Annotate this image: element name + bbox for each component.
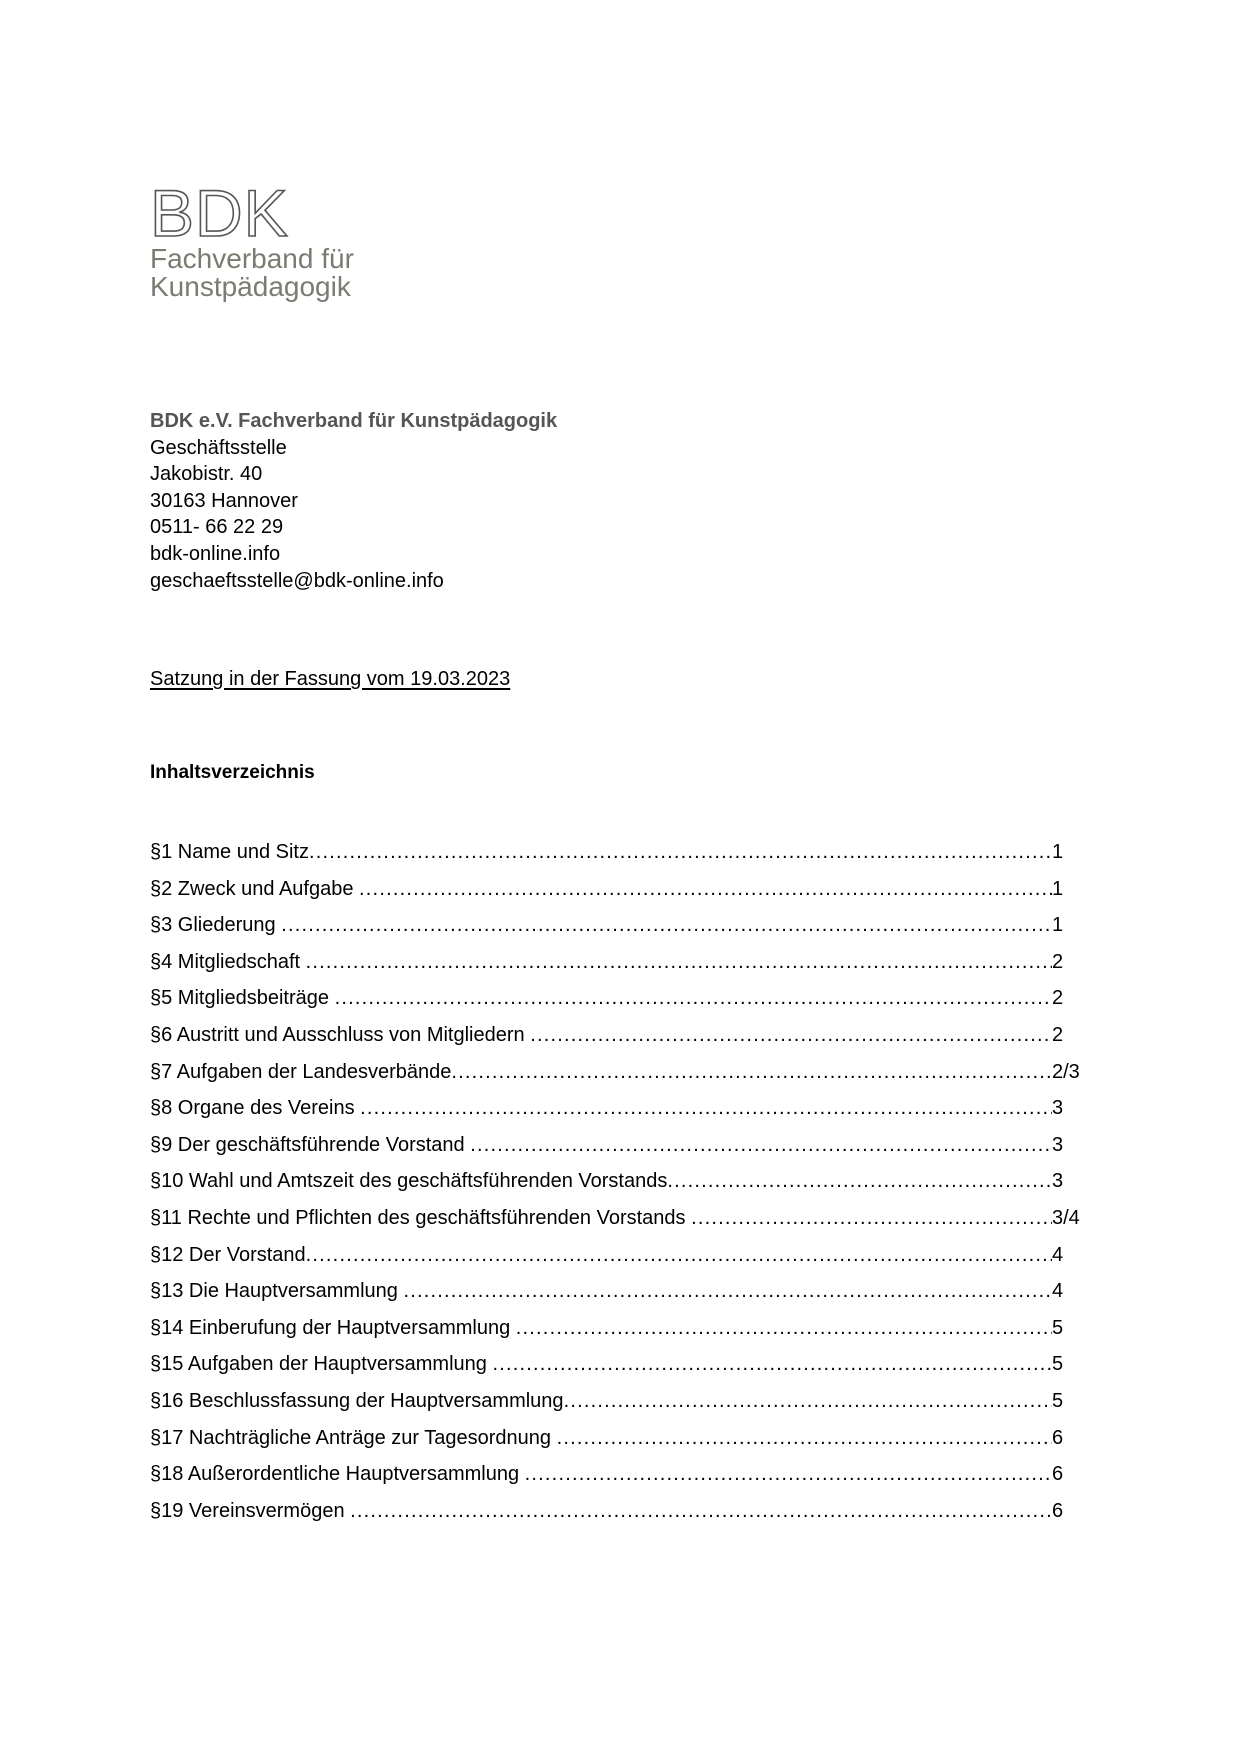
toc-entry-title: §2 Zweck und Aufgabe [150, 877, 360, 900]
toc-entry-title: §15 Aufgaben der Hauptversammlung [150, 1353, 493, 1376]
toc-dot-leader [451, 1061, 1052, 1084]
toc-entry-title: §18 Außerordentliche Hauptversammlung [150, 1463, 525, 1486]
toc-entry [150, 1170, 1085, 1207]
toc-entry [150, 1097, 1085, 1134]
office-label: Geschäftsstelle [150, 436, 287, 459]
toc-entry-title: §6 Austritt und Ausschluss von Mitgliedern [150, 1023, 531, 1046]
toc-dot-leader [306, 1244, 1052, 1267]
toc-heading: Inhaltsverzeichnis [150, 762, 315, 783]
logo-line-2: Kunstpädagogik [150, 271, 351, 302]
toc-entry [150, 914, 1085, 951]
toc-entry-title: §13 Die Hauptversammlung [150, 1280, 404, 1303]
toc-entry-page: 5 [1052, 1389, 1064, 1412]
toc-dot-leader [564, 1390, 1052, 1413]
toc-entry-page: 3 [1052, 1170, 1064, 1193]
toc-dot-leader [403, 1280, 1052, 1303]
toc-dot-leader [530, 1024, 1052, 1047]
toc-entry-page: 6 [1052, 1426, 1064, 1449]
toc-entry-title: §5 Mitgliedsbeiträge [150, 987, 335, 1010]
toc-entry [150, 878, 1085, 915]
toc-entry-page: 6 [1052, 1499, 1064, 1522]
toc-entry-title: §1 Name und Sitz [150, 841, 309, 863]
toc-entry-title: §3 Gliederung [150, 914, 282, 937]
document-title: Satzung in der Fassung vom 19.03.2023 [150, 668, 511, 690]
toc-entry-page: 5 [1052, 1353, 1064, 1376]
toc-entry-title: §9 Der geschäftsführende Vorstand [150, 1133, 471, 1156]
toc-dot-leader [492, 1353, 1052, 1376]
toc-entry [150, 1317, 1085, 1354]
toc-dot-leader [335, 987, 1052, 1010]
toc-entry-page: 5 [1052, 1316, 1064, 1339]
toc-entry-page: 2 [1052, 1023, 1064, 1046]
toc-entry [150, 987, 1085, 1024]
toc-entry-title: §17 Nachträgliche Anträge zur Tagesordnung [150, 1426, 557, 1449]
toc-dot-leader [359, 878, 1052, 901]
toc-entry [150, 1390, 1085, 1427]
website: bdk-online.info [150, 542, 281, 565]
toc-entry [150, 951, 1085, 988]
toc-dot-leader [306, 951, 1052, 974]
table-of-contents [150, 841, 1085, 1536]
toc-dot-leader [667, 1170, 1052, 1193]
toc-entry-page: 1 [1052, 914, 1064, 937]
toc-dot-leader [525, 1463, 1052, 1486]
toc-entry [150, 1244, 1085, 1281]
toc-entry-page: 1 [1052, 877, 1064, 900]
toc-dot-leader [470, 1134, 1052, 1157]
address-block [150, 408, 557, 594]
street: Jakobistr. 40 [150, 463, 263, 486]
toc-entry [150, 1024, 1085, 1061]
bdk-logo-graphic [150, 184, 410, 334]
toc-entry-page: 4 [1052, 1243, 1064, 1266]
toc-entry [150, 1134, 1085, 1171]
logo-line-1: Fachverband für [150, 243, 354, 274]
toc-entry-page: 3/4 [1052, 1206, 1080, 1229]
toc-dot-leader [309, 841, 1052, 864]
toc-entry-title: §10 Wahl und Amtszeit des geschäftsführenden Vorstands [150, 1170, 668, 1193]
toc-entry-page: 2/3 [1052, 1060, 1080, 1083]
toc-entry-page: 4 [1052, 1280, 1064, 1303]
toc-entry-title: §16 Beschlussfassung der Hauptversammlung [150, 1389, 564, 1412]
toc-dot-leader [360, 1097, 1052, 1120]
toc-entry-page: 2 [1052, 987, 1064, 1010]
toc-dot-leader [516, 1317, 1052, 1340]
toc-dot-leader [691, 1207, 1052, 1230]
city: 30163 Hannover [150, 489, 298, 512]
toc-entry [150, 1500, 1085, 1537]
email: geschaeftsstelle@bdk-online.info [150, 569, 444, 592]
toc-entry [150, 1463, 1085, 1500]
toc-entry-page: 2 [1052, 950, 1064, 973]
toc-entry-page: 3 [1052, 1133, 1064, 1156]
bdk-logo [150, 184, 410, 334]
toc-entry [150, 1061, 1085, 1098]
toc-entry-title: §12 Der Vorstand [150, 1243, 306, 1266]
toc-entry [150, 1353, 1085, 1390]
toc-entry-title: §8 Organe des Vereins [150, 1097, 361, 1120]
toc-entry-title: §19 Vereinsvermögen [150, 1499, 351, 1522]
toc-entry-title: §4 Mitgliedschaft [150, 950, 306, 973]
toc-entry-page: 1 [1052, 841, 1064, 863]
phone: 0511- 66 22 29 [150, 516, 284, 539]
toc-entry [150, 841, 1085, 878]
toc-entry-page: 3 [1052, 1097, 1064, 1120]
toc-dot-leader [281, 914, 1052, 937]
toc-entry-title: §14 Einberufung der Hauptversammlung [150, 1316, 516, 1339]
toc-entry [150, 1207, 1085, 1244]
toc-entry [150, 1280, 1085, 1317]
toc-dot-leader [557, 1427, 1052, 1450]
toc-entry-page: 6 [1052, 1463, 1064, 1486]
logo-mark: BDK [150, 184, 289, 250]
organization-name: BDK e.V. Fachverband für Kunstpädagogik [150, 410, 558, 432]
toc-entry [150, 1427, 1085, 1464]
toc-entry-title: §7 Aufgaben der Landesverbände [150, 1060, 452, 1083]
toc-dot-leader [350, 1500, 1052, 1523]
toc-entry-title: §11 Rechte und Pflichten des geschäftsführenden Vorstands [150, 1206, 692, 1229]
